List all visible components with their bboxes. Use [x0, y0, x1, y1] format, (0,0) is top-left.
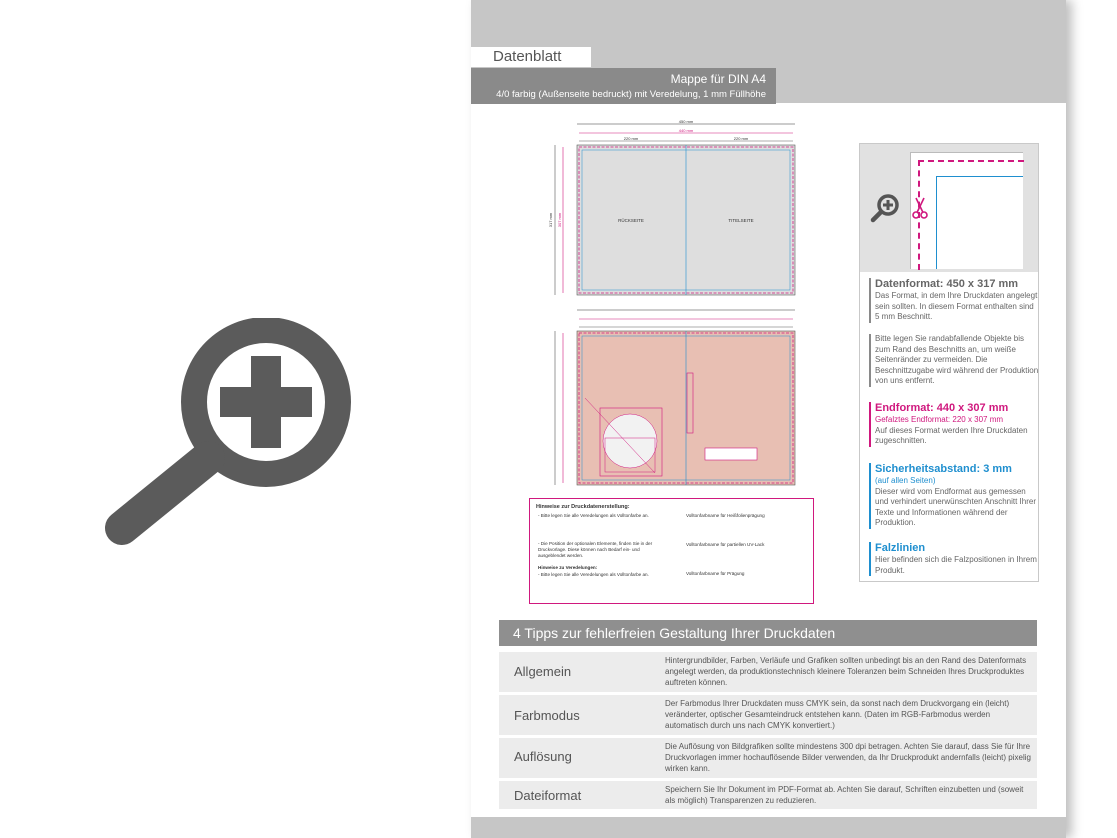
zoom-in-icon[interactable]: [100, 318, 362, 550]
notes-left-1: - Bitte legen Sie alle Veredelungen als Volltonfarbe an.: [538, 513, 649, 518]
sicherheit-sub: (auf allen Seiten): [875, 476, 936, 485]
format-legend: [859, 143, 1039, 582]
sicherheit-section: [869, 463, 1040, 529]
bleed-note: [869, 334, 1040, 387]
tip-label: Farbmodus: [514, 708, 580, 723]
dim-total-height: 317 mm: [548, 212, 553, 228]
dim-total-width: 450 mm: [678, 119, 694, 124]
tip-text: Der Farbmodus Ihrer Druckdaten muss CMYK sein, da sonst nach dem Druckvorgang ein (leicht) veränderter, optischer Gesamteindruck entstehen kann. (Daten im RGB-Farbmodus werden automatisch durch uns nach CMYK konvertiert.): [665, 699, 1010, 730]
tip-label: Dateiformat: [514, 788, 582, 803]
endformat-sub: Gefalztes Endformat: 220 x 307 mm: [875, 415, 1004, 424]
notes-right-1: Volltonfarbname für Heißfolienprägung: [686, 513, 765, 518]
footer-band: [471, 817, 1066, 838]
sicherheit-text: Dieser wird vom Endformat aus gemessen und verhindert unerwünschten Anschnitt Ihrer Texte und Informationen während der Produktion.: [875, 486, 1036, 527]
production-notes: [529, 498, 814, 604]
tip-label: Auflösung: [514, 749, 572, 764]
front-label: TITELSEITE: [728, 218, 754, 223]
dim-half-left: 220 mm: [623, 136, 639, 141]
bleed-text: Bitte legen Sie randabfallende Objekte bis zum Rand des Beschnitts an, um weiße Seitenränder zu vermeiden. Die Beschnittzugabe wird während der Produktion von uns entfernt.: [875, 334, 1039, 385]
datenformat-section: [869, 278, 1040, 323]
back-label: RÜCKSEITE: [618, 218, 644, 223]
datenformat-text: Das Format, in dem Ihre Druckdaten angelegt sein sollten. In diesem Format enthalten sind 5 mm Beschnitt.: [875, 291, 1038, 321]
datasheet-page: [471, 0, 1066, 838]
tip-row: [499, 695, 1037, 735]
endformat-text: Auf dieses Format werden Ihre Druckdaten zugeschnitten.: [875, 425, 1028, 445]
notes-right-3: Volltonfarbname für Prägung: [686, 571, 745, 576]
notes-left-title-2: Hinweise zu Veredelungen:: [538, 565, 598, 570]
dim-final-height: 307 mm: [557, 212, 562, 228]
tip-text: Hintergrundbilder, Farben, Verläufe und Grafiken sollten unbedingt bis an den Rand des Datenformats angelegt werden, da produktionstechnisch kleinere Toleranzen beim Schneiden Ihres Druckproduktes auftreten können.: [665, 656, 1027, 687]
tips-heading: 4 Tipps zur fehlerfreien Gestaltung Ihrer Druckdaten: [499, 620, 1037, 646]
product-box: [471, 68, 776, 104]
tip-label: Allgemein: [514, 664, 572, 679]
dim-half-right: 220 mm: [733, 136, 749, 141]
tip-text: Die Auflösung von Bildgrafiken sollte mindestens 300 dpi betragen. Achten Sie darauf, dass Sie für Ihre Druckvorlagen immer hochauflösende Bilder verwenden, da Ihr Druckprodukt andernfalls (leicht) pixelig wirken kann.: [665, 742, 1031, 773]
notes-left-3: - Bitte legen Sie alle Veredelungen als Volltonfarbe an.: [538, 572, 649, 577]
endformat-section: [869, 402, 1040, 447]
section-label: Datenblatt: [471, 47, 591, 67]
notes-right-2: Volltonfarbname für partiellen UV-Lack: [686, 542, 765, 547]
falz-section: [869, 542, 1040, 576]
product-title: Mappe für DIN A4: [670, 72, 766, 86]
bleed-illustration: [860, 144, 1038, 272]
product-subtitle: 4/0 farbig (Außenseite bedruckt) mit Veredelung, 1 mm Füllhöhe: [496, 89, 766, 100]
tip-row: [499, 781, 1037, 809]
sicherheit-title: Sicherheitsabstand: 3 mm: [875, 463, 1012, 475]
notes-left-2: - Die Position der optionalen Elemente, finden Sie in der Druckvorlage. Diese können nach Bedarf ein- und ausgeblendet werden.: [538, 541, 653, 558]
tip-text: Speichern Sie Ihr Dokument im PDF-Format ab. Achten Sie darauf, Schriften einzubetten und (soweit als möglich) Transparenzen zu reduzieren.: [665, 785, 1024, 805]
scissors-icon: [912, 196, 928, 220]
zoom-in-icon[interactable]: [870, 192, 902, 224]
notes-title: Hinweise zur Druckdatenerstellung:: [536, 504, 630, 510]
endformat-title: Endformat: 440 x 307 mm: [875, 402, 1009, 414]
falz-title: Falzlinien: [875, 542, 926, 554]
dim-final-width: 440 mm: [678, 128, 694, 133]
falz-text: Hier befinden sich die Falzpositionen in Ihrem Produkt.: [875, 555, 1037, 575]
datenformat-title: Datenformat: 450 x 317 mm: [875, 278, 1019, 290]
tip-row: [499, 652, 1037, 692]
tip-row: [499, 738, 1037, 778]
